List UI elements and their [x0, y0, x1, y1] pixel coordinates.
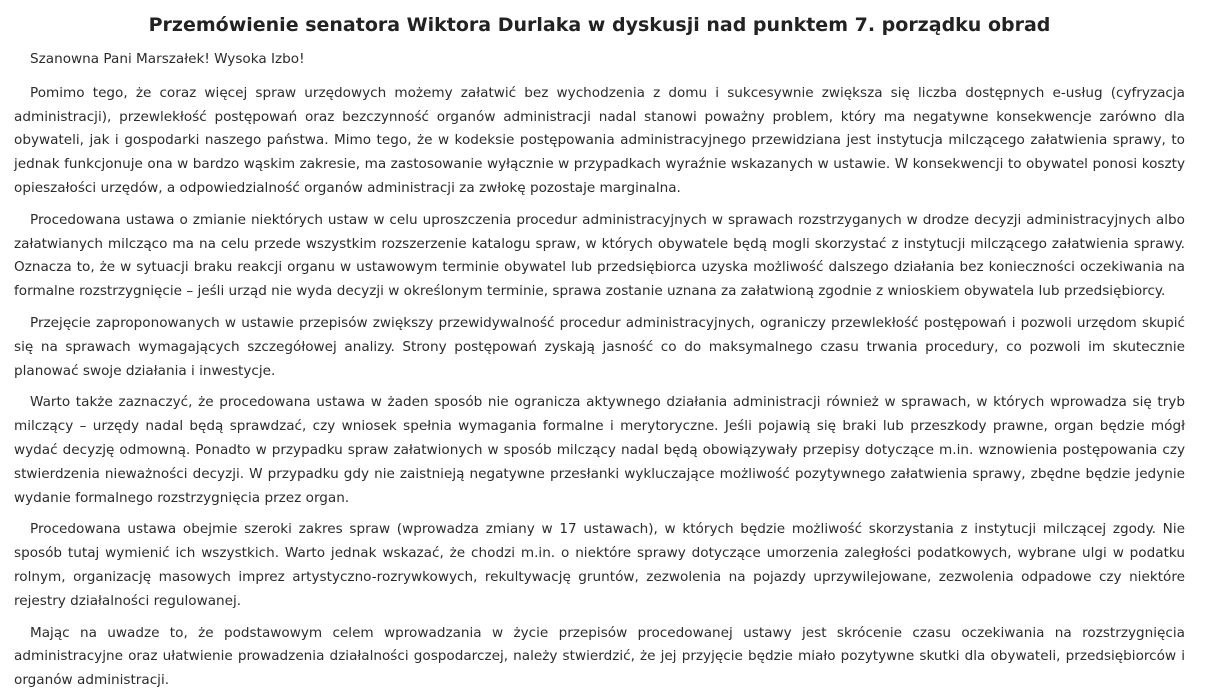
- greeting: Szanowna Pani Marszałek! Wysoka Izbo!: [30, 51, 305, 67]
- paragraph-5: Procedowana ustawa obejmie szeroki zakres spraw (wprowadza zmiany w 17 ustawach), w których będzie możliwość skorzystania z instytucji milczącej zgody. Nie sposób tutaj wymienić ich wszystkich. Warto jednak wskazać, że chodzi m.in. o niektóre sprawy dotyczące umorzenia zaległości podatkowych, wybrane ulgi w podatku rolnym, organizację masowych imprez artystyczno-rozrywkowych, rekultywację gruntów, zezwolenia na pojazdy uprzywilejowane, zezwolenia odpadowe czy niektóre rejestry działalności regulowanej.: [14, 521, 1185, 609]
- page-title: Przemówienie senatora Wiktora Durlaka w dyskusji nad punktem 7. porządku obrad: [148, 14, 1051, 36]
- paragraph-2: Procedowana ustawa o zmianie niektórych ustaw w celu uproszczenia procedur administracyjnych w sprawach rozstrzyganych w drodze decyzji administracyjnych albo załatwianych milcząco ma na celu przede wszystkim rozszerzenie katalogu spraw, w których obywatele będą mogli skorzystać z instytucji milczącego załatwienia sprawy. Oznacza to, że w sytuacji braku reakcji organu w ustawowym terminie obywatel lub przedsiębiorca uzyska możliwość dalszego działania bez konieczności oczekiwania na formalne rozstrzygnięcie – jeśli urząd nie wyda decyzji w określonym terminie, sprawa zostanie uznana za załatwioną zgodnie z wnioskiem obywatela lub przedsiębiorcy.: [14, 211, 1185, 300]
- paragraph-1: Pomimo tego, że coraz więcej spraw urzędowych możemy załatwić bez wychodzenia z domu i sukcesywnie zwiększa się liczba dostępnych e-usług (cyfryzacja administracji), przewlekłość postępowań oraz bezczynność organów administracji nadal stanowi poważny problem, który ma negatywne konsekwencje zarówno dla obywateli, jak i gospodarki naszego państwa. Mimo tego, że w kodeksie postępowania administracyjnego przewidziana jest instytucja milczącego załatwienia sprawy, to jednak funkcjonuje ona w bardzo wąskim zakresie, ma zastosowanie wyłącznie w przypadkach wyraźnie wskazanych w ustawie. W konsekwencji to obywatel ponosi koszty opieszałości urzędów, a odpowiedzialność organów administracji za zwłokę pozostaje marginalna.: [14, 84, 1185, 196]
- paragraph-3: Przejęcie zaproponowanych w ustawie przepisów zwiększy przewidywalność procedur administracyjnych, ograniczy przewlekłość postępowań i pozwoli urzędom skupić się na sprawach wymagających szczegółowej analizy. Strony postępowań zyskają jasność co do maksymalnego czasu trwania procedury, co pozwoli im skutecznie planować swoje działania i inwestycje.: [14, 314, 1185, 379]
- paragraph-4: Warto także zaznaczyć, że procedowana ustawa w żaden sposób nie ogranicza aktywnego działania administracji również w sprawach, w których wprowadza się tryb milczący – urzędy nadal będą sprawdzać, czy wniosek spełnia wymagania formalne i merytoryczne. Jeśli pojawią się braki lub przeszkody prawne, organ będzie mógł wydać decyzję odmowną. Ponadto w przypadku spraw załatwionych w sposób milczący nadal będą obowiązywały przepisy dotyczące m.in. wznowienia postępowania czy stwierdzenia nieważności decyzji. W przypadku gdy nie zaistnieją negatywne przesłanki wykluczające możliwość pozytywnego załatwienia sprawy, zbędne będzie jedynie wydanie formalnego rozstrzygnięcia przez organ.: [14, 394, 1185, 506]
- paragraph-6: Mając na uwadze to, że podstawowym celem wprowadzania w życie przepisów procedowanej ustawy jest skrócenie czasu oczekiwania na rozstrzygnięcia administracyjne oraz ułatwienie prowadzenia działalności gospodarczej, należy stwierdzić, że jej przyjęcie będzie miało pozytywne skutki dla obywateli, przedsiębiorców i organów administracji.: [14, 624, 1185, 689]
